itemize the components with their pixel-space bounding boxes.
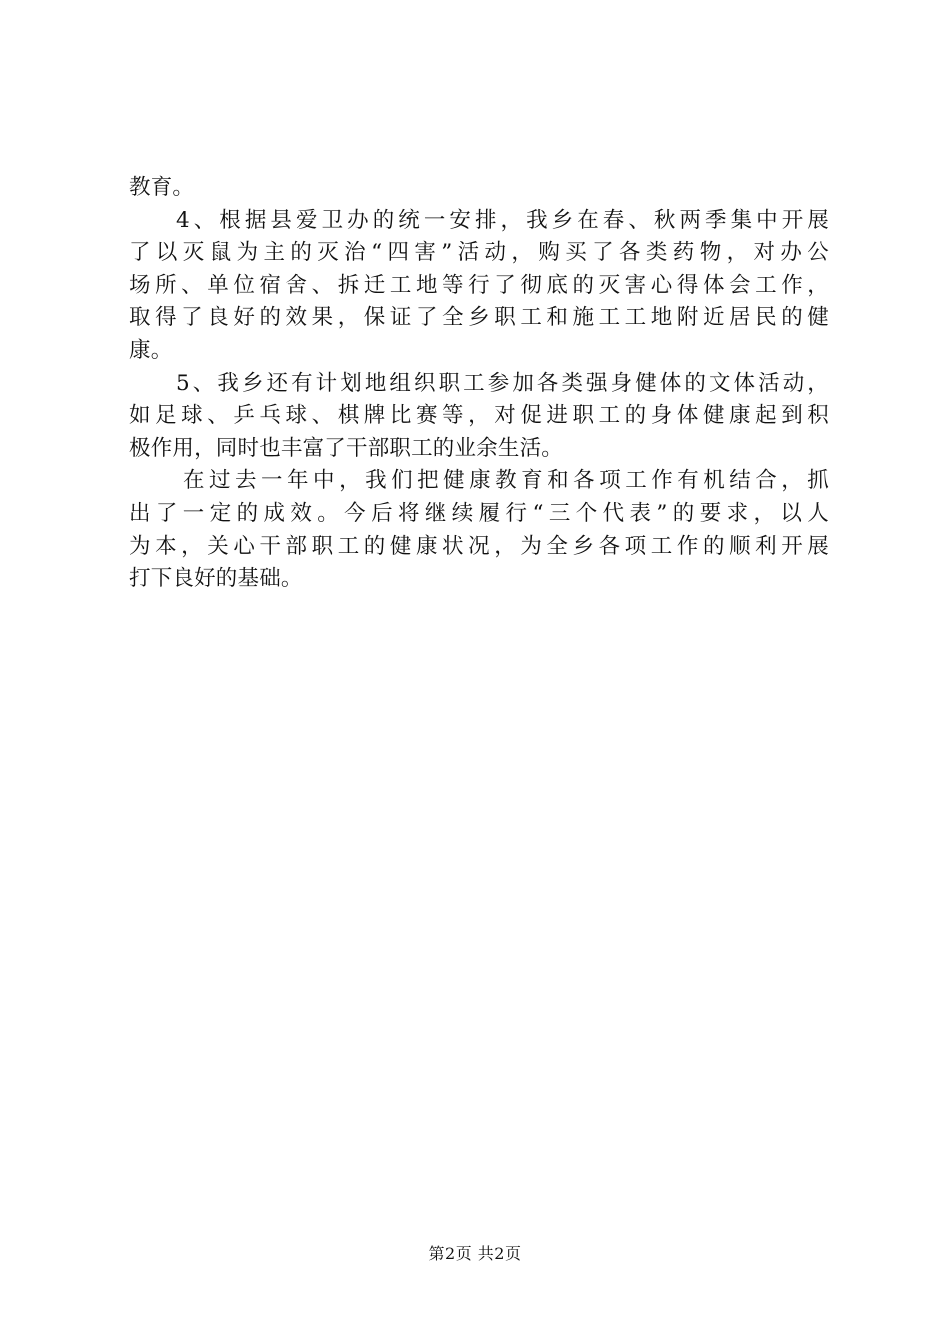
text-line: 康。 [129, 337, 173, 363]
text-line: 极作用，同时也丰富了干部职工的业余生活。 [129, 435, 564, 461]
text-line: 打下良好的基础。 [129, 566, 303, 592]
text-line: 场所、单位宿舍、拆迁工地等行了彻底的灭害心得体会工作， [129, 272, 829, 298]
text-line: 教育。 [129, 175, 195, 200]
text-line: 取得了良好的效果，保证了全乡职工和施工工地附近居民的健 [129, 305, 829, 331]
page-footer: 第2页 共2页 [428, 1244, 522, 1263]
text-line: 出了一定的成效。今后将继续履行“三个代表”的要求，以人 [129, 500, 829, 526]
document-body [129, 172, 829, 596]
text-line: 在过去一年中，我们把健康教育和各项工作有机结合，抓 [183, 468, 829, 494]
text-line: 4、根据县爱卫办的统一安排，我乡在春、秋两季集中开展 [176, 207, 829, 233]
text-line: 5、我乡还有计划地组织职工参加各类强身健体的文体活动， [176, 370, 829, 396]
text-line: 如足球、乒乓球、棋牌比赛等，对促进职工的身体健康起到积 [129, 403, 829, 429]
text-line: 了以灭鼠为主的灭治“四害”活动，购买了各类药物，对办公 [129, 240, 829, 266]
text-line: 为本，关心干部职工的健康状况，为全乡各项工作的顺利开展 [129, 533, 829, 559]
